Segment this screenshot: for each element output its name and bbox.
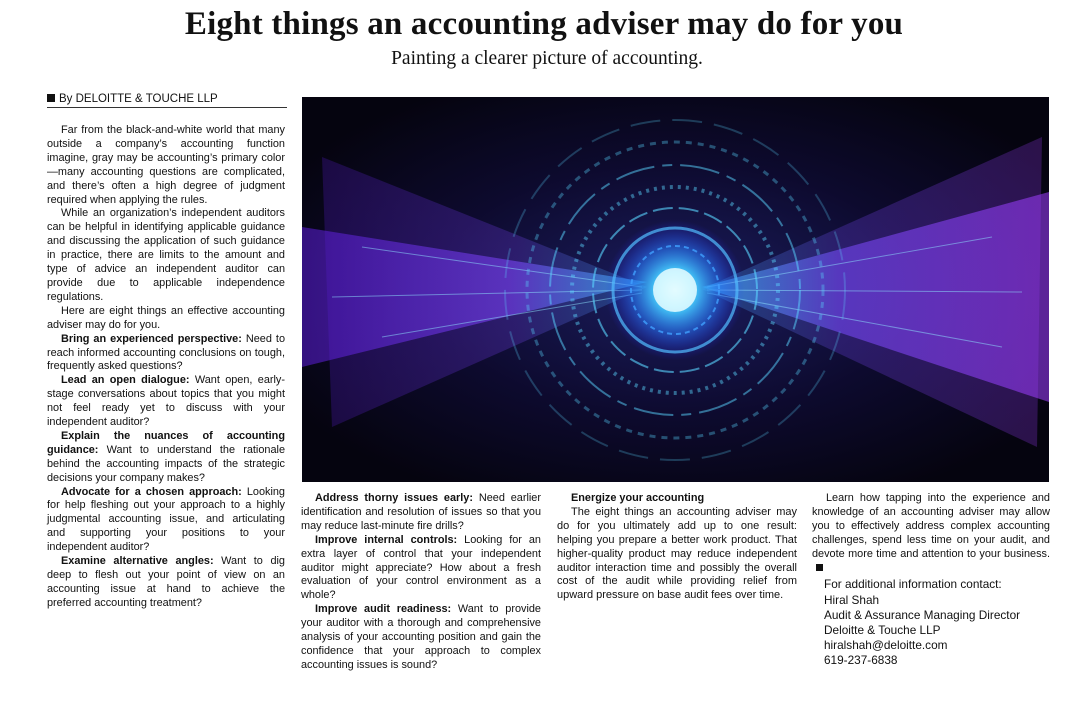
paragraph-auditors: While an organization’s independent auditors can be helpful in identifying applicable guidance and discussing the application of such guidance in practice, there are limits to the amount and type of advice an independent auditor can provide due to applicable independence regulations. <box>47 207 285 303</box>
item-text: Want to provide your auditor with a thorough and comprehensive analysis of your accounting position and gain the confidence that your approach to complex accounting issues is sound? <box>301 603 541 671</box>
contact-name: Hiral Shah <box>824 592 880 607</box>
contact-intro: For additional information contact: <box>824 577 1002 592</box>
closing-paragraph <box>812 492 1050 575</box>
column-4 <box>812 492 1050 669</box>
item-heading: Explain the nuances of accounting guidance: <box>47 429 285 456</box>
list-item <box>47 430 285 486</box>
list-item <box>301 603 541 673</box>
column-2 <box>301 492 541 673</box>
item-heading: Bring an experienced perspective: <box>61 332 242 345</box>
list-item <box>47 374 285 430</box>
item-heading: Improve internal controls: <box>315 533 458 546</box>
byline <box>47 93 287 108</box>
paragraph-intro: Far from the black-and-white world that many outside a company’s accounting function imagine, gray may be accounting’s primary color—many accounting questions are complicated, and there’s often a high degree of judgment required when applying the rules. <box>47 124 285 206</box>
article-subtitle: Painting a clearer picture of accounting. <box>391 48 703 69</box>
byline-text: By DELOITTE & TOUCHE LLP <box>59 93 218 105</box>
end-mark-icon <box>816 564 823 571</box>
contact-role: Audit & Assurance Managing Director <box>824 607 1021 622</box>
item-heading: Address thorny issues early: <box>315 492 473 504</box>
item-text: Need to reach informed accounting conclusions on tough, frequently asked questions? <box>47 332 285 373</box>
list-item <box>301 492 541 534</box>
paragraph-lead: Here are eight things an effective accounting adviser may do for you. <box>47 304 285 331</box>
contact-email[interactable]: hiralshah@deloitte.com <box>824 638 948 653</box>
list-item <box>47 333 285 375</box>
item-heading: Lead an open dialogue: <box>61 374 190 387</box>
closing-text: Learn how tapping into the experience and knowledge of an accounting adviser may allow you to effectively address complex accounting challenges, spend less time on your audit, and devote more time and attention to your business. <box>812 492 1050 560</box>
column-1 <box>47 124 285 611</box>
item-heading: Examine alternative angles: <box>61 555 214 568</box>
square-bullet-icon <box>47 94 55 102</box>
item-text: Want open, early-stage conversations about topics that you might not feel ready yet to discuss with your independent auditor? <box>47 374 286 429</box>
item-heading: Improve audit readiness: <box>315 603 452 616</box>
energize-paragraph: The eight things an accounting adviser may do for you ultimately add up to one result: helping you prepare a better work product. That higher-quality product may reduce independent auditor interaction time and possibly the overall cost of the audit while providing relief from upward pressure on base audit fees over time. <box>557 505 797 602</box>
article-title: Eight things an accounting adviser may do for you <box>184 6 904 42</box>
contact-block <box>812 577 1050 668</box>
energize-heading: Energize your accounting <box>571 492 705 504</box>
list-item <box>47 555 285 611</box>
item-heading: Advocate for a chosen approach: <box>61 485 242 498</box>
contact-company: Deloitte & Touche LLP <box>824 623 941 638</box>
section-heading <box>557 492 797 506</box>
column-3 <box>557 492 797 603</box>
list-item <box>301 534 541 604</box>
abstract-tech-illustration <box>302 97 1049 482</box>
contact-phone: 619-237-6838 <box>824 653 898 668</box>
item-text: Looking for an extra layer of control that your independent auditor might appreciate? How about a fresh evaluation of your control environment as a whole? <box>301 533 541 602</box>
list-item <box>47 486 285 556</box>
item-text: Need earlier identification and resolution of issues so that you may reduce last-minute fire drills? <box>301 492 541 532</box>
item-text: Looking for help fleshing out your approach to a highly judgmental accounting issue, and articulating and supporting your positions to your independent auditor? <box>47 485 285 554</box>
hero-image <box>302 97 1049 482</box>
item-text: Want to understand the rationale behind the accounting impacts of the strategic decisions your company makes? <box>47 443 285 484</box>
item-text: Want to dig deep to flesh out your point of view on an accounting issue at hand to achieve the preferred accounting treatment? <box>47 555 285 609</box>
